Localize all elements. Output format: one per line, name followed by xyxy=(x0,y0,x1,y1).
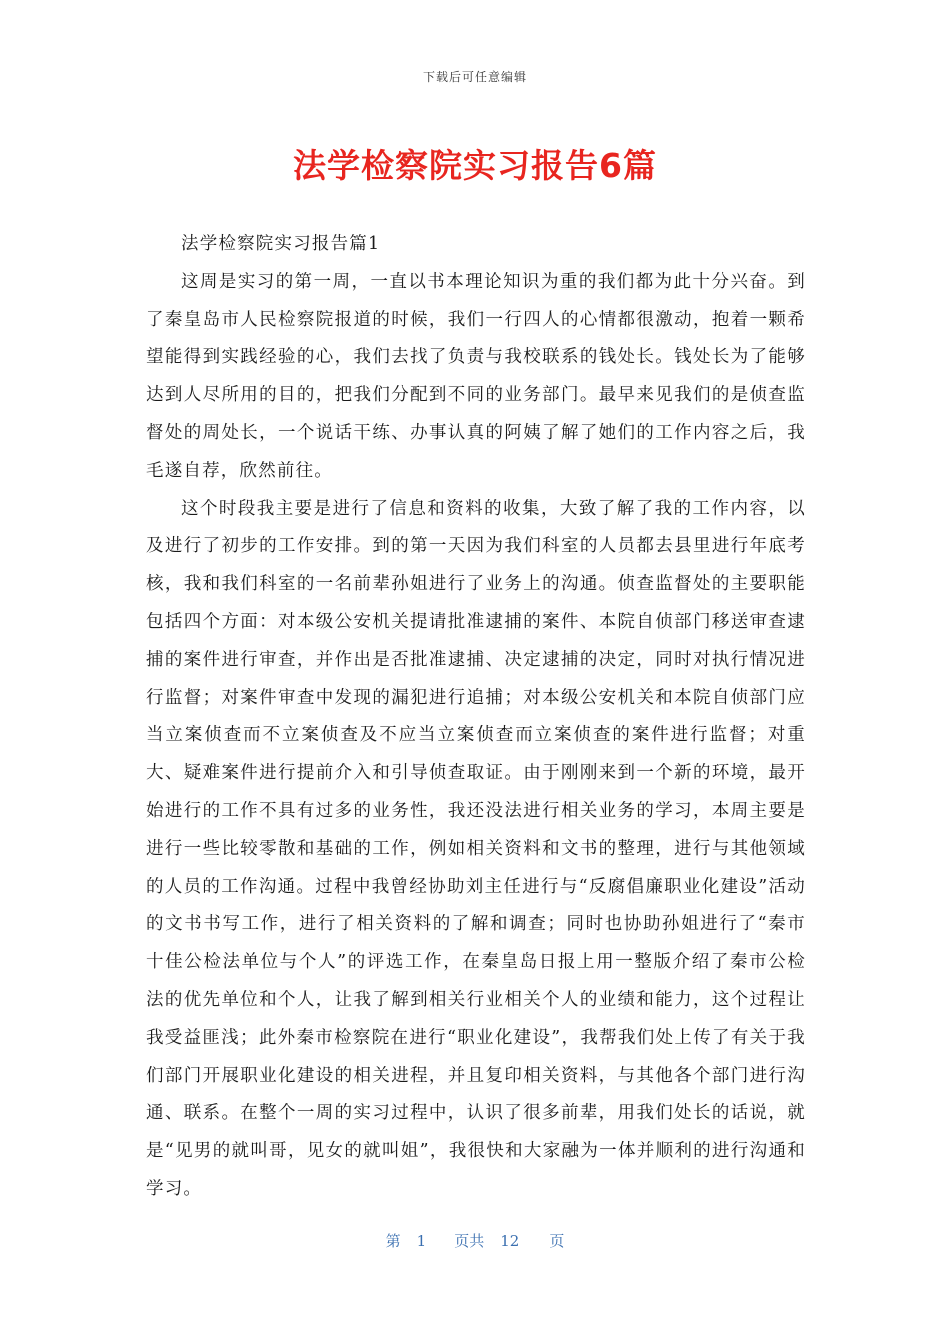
footer-page-total: 12 xyxy=(500,1232,520,1250)
document-title: 法学检察院实习报告6篇 xyxy=(293,146,657,185)
footer-page-number: 1 xyxy=(416,1232,427,1250)
footer-page-mid: 页共 xyxy=(454,1232,485,1250)
paragraph-2: 这个时段我主要是进行了信息和资料的收集，大致了解了我的工作内容，以及进行了初步的工作安排。到的第一天因为我们科室的人员都去县里进行年底考核，我和我们科室的一名前辈孙姐进行了业务上的沟通。侦查监督处的主要职能包括四个方面：对本级公安机关提请批准逮捕的案件、本院自侦部门移送审查逮捕的案件进行审查，并作出是否批准逮捕、决定逮捕的决定，同时对执行情况进行监督；对案件审查中发现的漏犯进行追捕；对本级公安机关和本院自侦部门应当立案侦查而不立案侦查及不应当立案侦查而立案侦查的案件进行监督；对重大、疑难案件进行提前介入和引导侦查取证。由于刚刚来到一个新的环境，最开始进行的工作不具有过多的业务性，我还没法进行相关业务的学习，本周主要是进行一些比较零散和基础的工作，例如相关资料和文书的整理，进行与其他领域的人员的工作沟通。过程中我曾经协助刘主任进行与“反腐倡廉职业化建设”活动的文书书写工作，进行了相关资料的了解和调查；同时也协助孙姐进行了“秦市十佳公检法单位与个人”的评选工作，在秦皇岛日报上用一整版介绍了秦市公检法的优先单位和个人，让我了解到相关行业相关个人的业绩和能力，这个过程让我受益匪浅；此外秦市检察院在进行“职业化建设”，我帮我们处上传了有关于我们部门开展职业化建设的相关进程，并且复印相关资料，与其他各个部门进行沟通、联系。在整个一周的实习过程中，认识了很多前辈，用我们处长的话说，就是“见男的就叫哥，见女的就叫姐”，我很快和大家融为一体并顺利的进行沟通和学习。 xyxy=(146,498,806,1199)
document-body xyxy=(146,226,806,1209)
footer-page-suffix: 页 xyxy=(549,1232,565,1250)
section-heading: 法学检察院实习报告篇1 xyxy=(181,234,381,254)
page-footer xyxy=(0,1230,950,1251)
footer-page-prefix: 第 xyxy=(385,1232,401,1250)
header-note: 下载后可任意编辑 xyxy=(422,70,527,84)
paragraph-1: 这周是实习的第一周，一直以书本理论知识为重的我们都为此十分兴奋。到了秦皇岛市人民检察院报道的时候，我们一行四人的心情都很激动，抱着一颗希望能得到实践经验的心，我们去找了负责与我校联系的钱处长。钱处长为了能够达到人尽所用的目的，把我们分配到不同的业务部门。最早来见我们的是侦查监督处的周处长，一个说话干练、办事认真的阿姨了解了她们的工作内容之后，我毛遂自荐，欣然前往。 xyxy=(146,271,806,481)
